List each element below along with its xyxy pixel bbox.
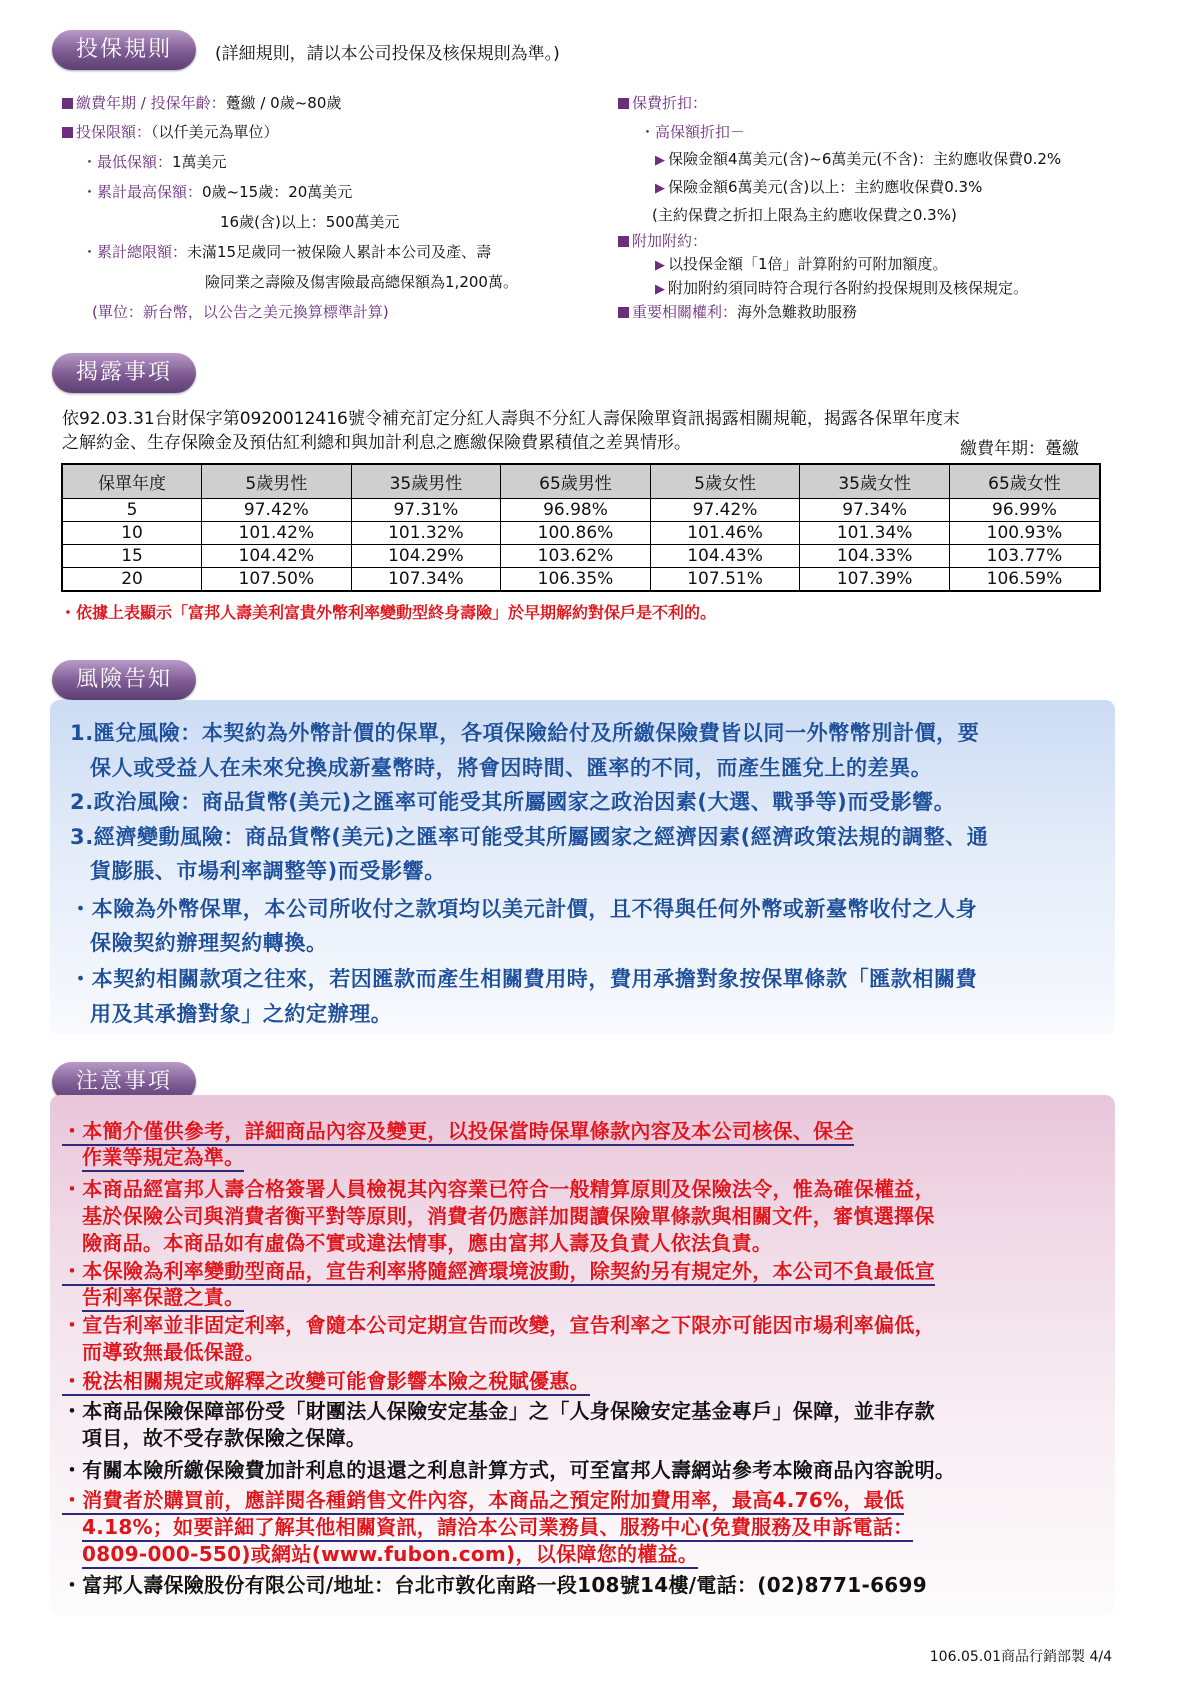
- notice-line: 告利率保證之責。: [82, 1284, 244, 1311]
- table-cell: 106.59%: [949, 568, 1100, 592]
- early-surrender-warning: ・依據上表顯示「富邦人壽美利富貴外幣利率變動型終身壽險」於早期解約對保戶是不利的。: [60, 603, 717, 622]
- table-cell: 104.43%: [650, 545, 800, 568]
- header-35-male: 35歲男性: [351, 464, 501, 499]
- payment-term-label: 繳費年期：躉繳: [960, 439, 1079, 459]
- rules-discount-line-1: ▶ 保險金額4萬美元(含)~6萬美元(不含)：主約應收保費0.2%: [655, 150, 1062, 168]
- header-5-female: 5歲女性: [650, 464, 800, 499]
- rules-discount: 保費折扣：: [618, 93, 707, 113]
- triangle-right-icon: ▶: [655, 258, 665, 273]
- table-cell: 5: [62, 499, 202, 522]
- notice-line: ・有關本險所繳保險費加計利息的退還之利息計算方式，可至富邦人壽網站參考本險商品內容說明。: [62, 1458, 956, 1482]
- notice-line: ・消費者於購買前，應詳閱各種銷售文件內容，本商品之預定附加費用率，最高4.76%，最低: [62, 1487, 904, 1514]
- rules-rights: 重要相關權利：海外急難救助服務: [618, 302, 857, 322]
- section-title-disclosure: 揭露事項: [52, 353, 196, 393]
- table-cell: 100.93%: [949, 522, 1100, 545]
- risk-line: 保險契約辦理契約轉換。: [90, 931, 328, 955]
- rules-limit: 投保限額：（以仟美元為單位）: [62, 122, 279, 142]
- table-cell: 97.34%: [800, 499, 950, 522]
- table-cell: 96.98%: [501, 499, 651, 522]
- table-row: [62, 545, 1100, 568]
- table-cell: 100.86%: [501, 522, 651, 545]
- notice-line: 項目，故不受存款保險之保障。: [82, 1426, 367, 1450]
- risk-line: ・本契約相關款項之往來，若因匯款而產生相關費用時，費用承擔對象按保單條款「匯款相關費: [70, 967, 978, 991]
- table-cell: 106.35%: [501, 568, 651, 592]
- section-title-risk: 風險告知: [52, 660, 196, 700]
- table-row: [62, 568, 1100, 592]
- bullet-square-icon: [62, 98, 73, 109]
- risk-line: 貨膨脹、市場利率調整等)而受影響。: [90, 859, 446, 883]
- rules-max-amount-2: 16歲(含)以上：500萬美元: [220, 213, 400, 231]
- table-cell: 97.42%: [650, 499, 800, 522]
- rules-rider-line-1: ▶ 以投保金額「1倍」計算附約可附加額度。: [655, 255, 948, 273]
- rules-unit-note: (單位：新台幣，以公告之美元換算標準計算): [92, 303, 389, 321]
- table-cell: 97.42%: [202, 499, 352, 522]
- page-footer: 106.05.01商品行銷部製 4/4: [929, 1649, 1112, 1665]
- table-cell: 10: [62, 522, 202, 545]
- table-cell: 104.33%: [800, 545, 950, 568]
- triangle-right-icon: ▶: [655, 282, 665, 297]
- rules-note: (詳細規則，請以本公司投保及核保規則為準。): [215, 44, 560, 64]
- table-cell: 104.29%: [351, 545, 501, 568]
- header-65-male: 65歲男性: [501, 464, 651, 499]
- rules-min-amount: ・最低保額：1萬美元: [82, 153, 227, 171]
- rules-total-limit: ・累計總限額：未滿15足歲同一被保險人累計本公司及產、壽: [82, 243, 492, 261]
- triangle-right-icon: ▶: [655, 153, 665, 168]
- table-cell: 107.39%: [800, 568, 950, 592]
- notice-line: ・稅法相關規定或解釋之改變可能會影響本險之稅賦優惠。: [62, 1368, 590, 1395]
- notice-line: 作業等規定為準。: [82, 1144, 244, 1171]
- disclosure-para-1: 依92.03.31台財保字第0920012416號令補充訂定分紅人壽與不分紅人壽保險單資訊揭露相關規範，揭露各保單年度末: [62, 409, 960, 429]
- header-policy-year: 保單年度: [62, 464, 202, 499]
- table-cell: 20: [62, 568, 202, 592]
- rules-payment-term: 繳費年期 / 投保年齡：躉繳 / 0歲~80歲: [62, 93, 341, 113]
- bullet-square-icon: [618, 98, 629, 109]
- table-cell: 107.51%: [650, 568, 800, 592]
- risk-line: ・本險為外幣保單，本公司所收付之款項均以美元計價，且不得與任何外幣或新臺幣收付之人身: [70, 897, 978, 921]
- notice-line: ・宣告利率並非固定利率，會隨本公司定期宣告而改變，宣告利率之下限亦可能因市場利率偏低，: [62, 1313, 935, 1337]
- triangle-right-icon: ▶: [655, 181, 665, 196]
- rules-max-amount: ・累計最高保額：0歲~15歲：20萬美元: [82, 183, 353, 201]
- notice-line: ・本商品保險保障部份受「財團法人保險安定基金」之「人身保險安定基金專戶」保障，並非存款: [62, 1399, 935, 1423]
- rules-high-amount-discount: ・高保額折扣－: [640, 123, 746, 141]
- rules-rider-line-2: ▶ 附加附約須同時符合現行各附約投保規則及核保規定。: [655, 279, 1029, 297]
- table-cell: 101.34%: [800, 522, 950, 545]
- table-cell: 107.50%: [202, 568, 352, 592]
- header-65-female: 65歲女性: [949, 464, 1100, 499]
- disclosure-para-2: 之解約金、生存保險金及預估紅利總和與加計利息之應繳保險費累積值之差異情形。: [62, 433, 691, 453]
- table-row: [62, 522, 1100, 545]
- notice-line: 基於保險公司與消費者衡平對等原則，消費者仍應詳加閱讀保險單條款與相關文件，審慎選擇保: [82, 1204, 935, 1228]
- section-title-rules: 投保規則: [52, 30, 196, 70]
- bullet-square-icon: [618, 236, 629, 247]
- table-header-row: [62, 464, 1100, 499]
- risk-line: 1.匯兌風險：本契約為外幣計價的保單，各項保險給付及所繳保險費皆以同一外幣幣別計價，要: [70, 721, 980, 745]
- risk-line: 3.經濟變動風險：商品貨幣(美元)之匯率可能受其所屬國家之經濟因素(經濟政策法規的調整、通: [70, 825, 989, 849]
- table-cell: 103.62%: [501, 545, 651, 568]
- rules-total-limit-2: 險同業之壽險及傷害險最高總保額為1,200萬。: [205, 273, 518, 291]
- rules-rider: 附加附約：: [618, 231, 707, 251]
- header-35-female: 35歲女性: [800, 464, 950, 499]
- table-cell: 107.34%: [351, 568, 501, 592]
- notice-line: 險商品。本商品如有虛偽不實或違法情事，應由富邦人壽及負責人依法負責。: [82, 1231, 773, 1255]
- notice-line: 0809-000-550)或網站(www.fubon.com)，以保障您的權益。: [82, 1541, 698, 1568]
- table-cell: 103.77%: [949, 545, 1100, 568]
- section-title-notice: 注意事項: [52, 1062, 196, 1102]
- rules-discount-cap: (主約保費之折扣上限為主約應收保費之0.3%): [652, 206, 957, 224]
- notice-line: 4.18%；如要詳細了解其他相關資訊，請洽本公司業務員、服務中心(免費服務及申訴電話：: [82, 1514, 913, 1541]
- table-row: [62, 499, 1100, 522]
- risk-line: 保人或受益人在未來兌換成新臺幣時，將會因時間、匯率的不同，而產生匯兌上的差異。: [90, 756, 933, 780]
- rules-discount-line-2: ▶ 保險金額6萬美元(含)以上：主約應收保費0.3%: [655, 178, 983, 196]
- notice-line: ・本商品經富邦人壽合格簽署人員檢視其內容業已符合一般精算原則及保險法令，惟為確保權益，: [62, 1177, 935, 1201]
- table-cell: 15: [62, 545, 202, 568]
- disclosure-table: [61, 463, 1101, 592]
- risk-line: 用及其承擔對象」之約定辦理。: [90, 1002, 393, 1026]
- header-5-male: 5歲男性: [202, 464, 352, 499]
- table-cell: 97.31%: [351, 499, 501, 522]
- table-cell: 101.42%: [202, 522, 352, 545]
- notice-line: ・本保險為利率變動型商品，宣告利率將隨經濟環境波動，除契約另有規定外，本公司不負最低宣: [62, 1258, 935, 1285]
- risk-line: 2.政治風險：商品貨幣(美元)之匯率可能受其所屬國家之政治因素(大選、戰爭等)而受影響。: [70, 790, 956, 814]
- notice-line: 而導致無最低保證。: [82, 1340, 265, 1364]
- table-cell: 101.32%: [351, 522, 501, 545]
- bullet-square-icon: [618, 307, 629, 318]
- table-cell: 104.42%: [202, 545, 352, 568]
- table-cell: 101.46%: [650, 522, 800, 545]
- company-address-line: ・富邦人壽保險股份有限公司/地址：台北市敦化南路一段108號14樓/電話：(02)8771-6699: [62, 1573, 927, 1597]
- bullet-square-icon: [62, 127, 73, 138]
- notice-line: ・本簡介僅供參考，詳細商品內容及變更，以投保當時保單條款內容及本公司核保、保全: [62, 1118, 854, 1145]
- table-cell: 96.99%: [949, 499, 1100, 522]
